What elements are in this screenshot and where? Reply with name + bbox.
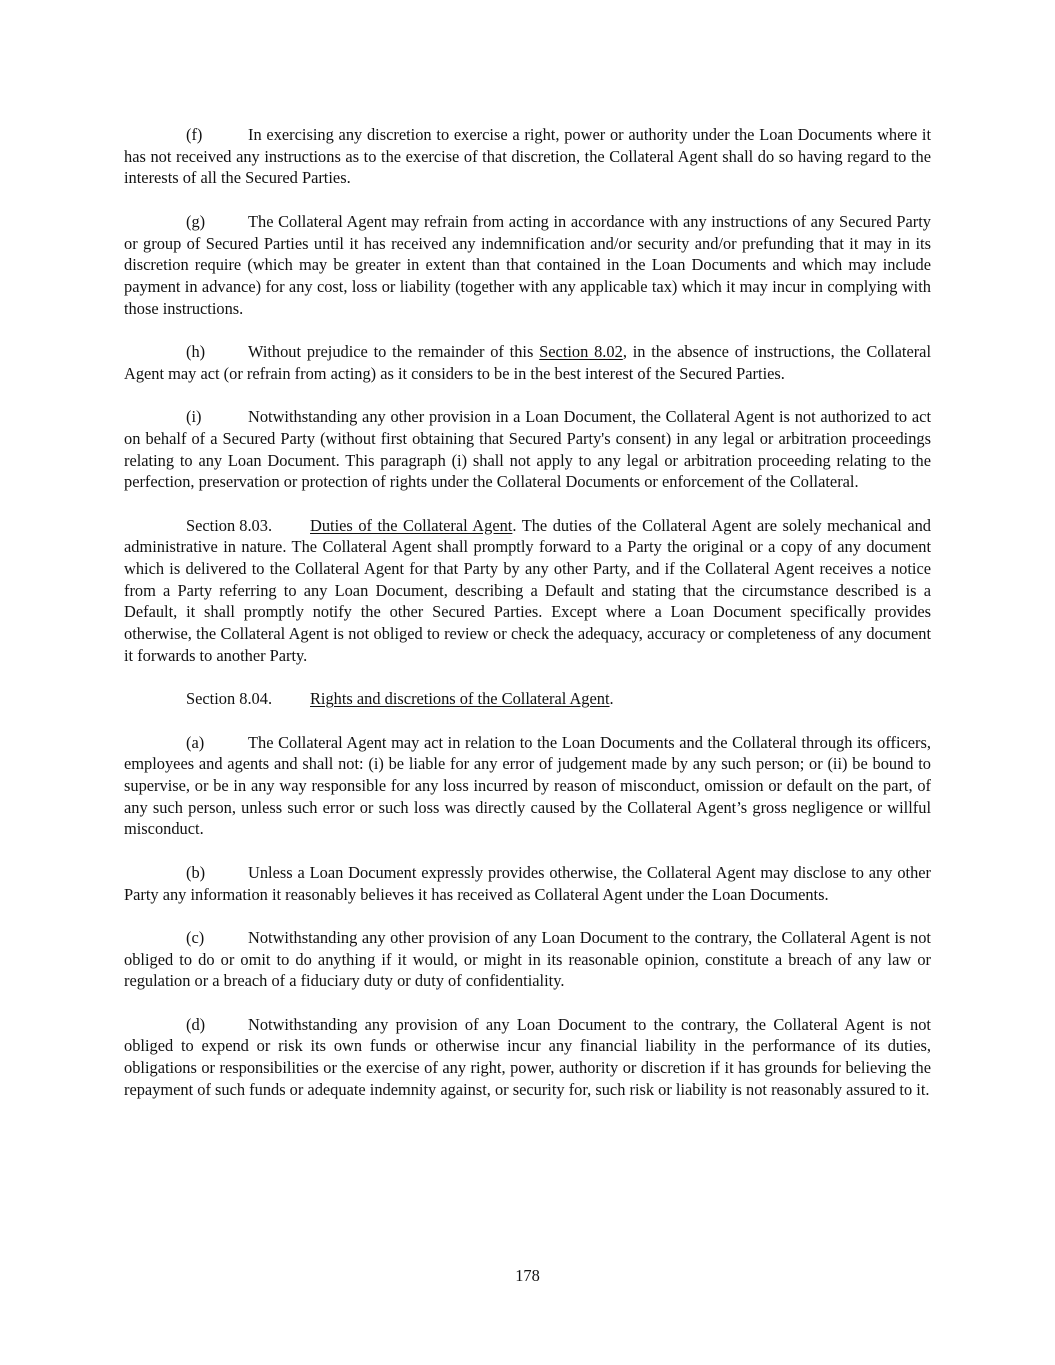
document-page <box>124 124 931 1101</box>
paragraph-text: Notwithstanding any other provision in a Loan Document, the Collateral Agent is not authorized to act on behalf of a Secured Party (without first obtaining that Secured Party's consent) in any legal or arbitration proceedings relating to any Loan Document. This paragraph (i) shall not apply to any legal or arbitration proceeding relating to the perfection, preservation or protection of rights under the Collateral Documents or enforcement of the Collateral. <box>124 407 931 492</box>
paragraph-g <box>124 211 931 320</box>
section-title: Duties of the Collateral Agent <box>310 515 513 535</box>
section-title-suffix: . <box>609 689 614 709</box>
paragraph-label: (i) <box>186 407 202 427</box>
paragraph-text: Notwithstanding any other provision of any Loan Document to the contrary, the Collateral Agent is not obliged to do or omit to do anything if it would, or might in its reasonable opinion, constitute a breach of any law or regulation or a breach of a fiduciary duty or duty of confidentiality. <box>124 927 931 991</box>
page-number: 178 <box>515 1266 540 1285</box>
paragraph-text: In exercising any discretion to exercise a right, power or authority under the Loan Documents where it has not received any instructions as to the exercise of that discretion, the Collateral Agent shall do so having regard to the interests of all the Secured Parties. <box>124 125 931 188</box>
section-8-04-item-b <box>124 862 931 905</box>
paragraph-label: (g) <box>186 211 206 231</box>
paragraph-text: , in the absence of instructions, the Collateral Agent may act (or refrain from acting) as it considers to be in the best interest of the Secured Parties. <box>124 342 932 383</box>
paragraph-label: (f) <box>186 125 203 144</box>
paragraph-text: Unless a Loan Document expressly provides otherwise, the Collateral Agent may disclose to any other Party any information it reasonably believes it has received as Collateral Agent under the Loan Documents. <box>124 862 931 904</box>
section-8-04-item-a <box>124 732 931 841</box>
section-8-03 <box>124 515 931 667</box>
paragraph-h <box>124 341 931 384</box>
section-8-04-item-d <box>124 1014 931 1101</box>
paragraph-label: (h) <box>186 342 206 361</box>
paragraph-f <box>124 124 931 189</box>
section-8-04-heading <box>124 688 931 710</box>
paragraph-text: Notwithstanding any provision of any Loan Document to the contrary, the Collateral Agent is not obliged to expend or risk its own funds or otherwise incur any financial liability in the performance of its duties, obligations or responsibilities or the exercise of any right, power, authority or discretion if it has grounds for believing the repayment of such funds or adequate indemnity against, or security for, such risk or liability is not reasonably assured to it. <box>124 1014 931 1099</box>
paragraph-label: (c) <box>186 927 205 947</box>
paragraph-i <box>124 406 931 493</box>
paragraph-label: (a) <box>186 732 205 752</box>
section-reference-link: Section 8.02 <box>539 342 623 361</box>
section-number: Section 8.04. <box>186 689 273 709</box>
paragraph-text: The Collateral Agent may act in relation to the Loan Documents and the Collateral through its officers, employees and agents and shall not: (i) be liable for any error of judgement made by any such person; or (ii) be bound to supervise, or be in any way responsible for any loss incurred by reason of misconduct, omission or default on the part, of any such person, unless such error or such loss was directly caused by the Collateral Agent’s gross negligence or willful misconduct. <box>124 732 931 839</box>
section-number: Section 8.03. <box>186 515 273 535</box>
paragraph-text: The Collateral Agent may refrain from acting in accordance with any instructions of any Secured Party or group of Secured Parties until it has received any indemnification and/or security and/or prefunding that it may in its discretion require (which may be greater in extent than that contained in the Loan Documents and which may include payment in advance) for any cost, loss or liability (together with any applicable tax) which it may incur in complying with those instructions. <box>124 211 931 318</box>
section-8-04-item-c <box>124 927 931 992</box>
paragraph-label: (b) <box>186 862 206 882</box>
section-title: Rights and discretions of the Collateral Agent <box>310 689 610 709</box>
section-text: . The duties of the Collateral Agent are solely mechanical and administrative in nature. The Collateral Agent shall promptly forward to a Party the original or a copy of any document which is delivered to the Collateral Agent for that Party by any other Party, and if the Collateral Agent receives a notice from a Party referring to any Loan Document, describing a Default and stating that the circumstance described is a Default, it shall promptly notify the other Secured Parties. Except where a Loan Document specifically provides otherwise, the Collateral Agent is not obliged to review or check the adequacy, accuracy or completeness of any document it forwards to another Party. <box>124 515 931 665</box>
paragraph-label: (d) <box>186 1014 206 1034</box>
paragraph-text: Without prejudice to the remainder of this <box>248 342 540 361</box>
